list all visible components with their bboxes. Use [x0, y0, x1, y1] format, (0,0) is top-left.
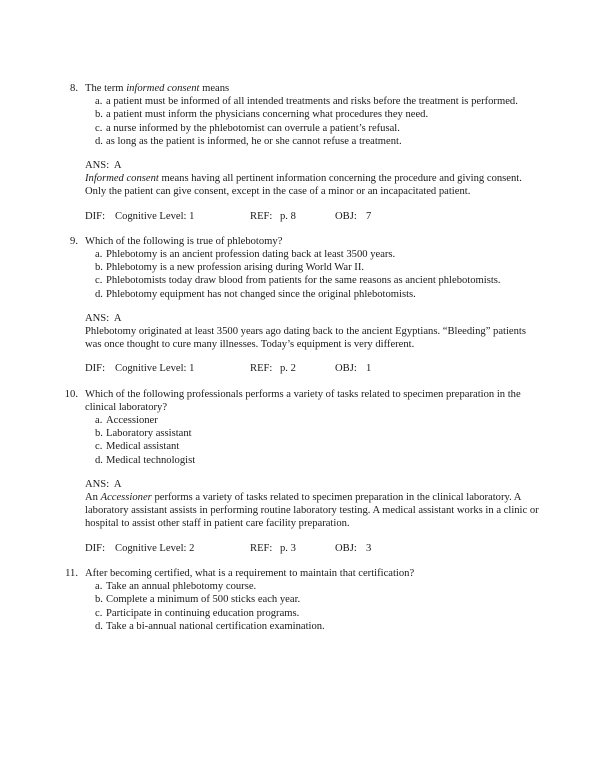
- ref-label: REF:: [250, 542, 273, 554]
- explanation-italic-lead: Accessioner: [100, 492, 152, 504]
- option-text: a nurse informed by the phlebotomist can overrule a patient’s refusal.: [106, 122, 400, 134]
- question-block-11: [60, 567, 540, 633]
- option-letter: b.: [95, 262, 103, 274]
- metadata-row: [85, 542, 540, 555]
- metadata-dif: [85, 362, 250, 375]
- block-spacer: [60, 555, 540, 567]
- question-body: [85, 82, 540, 223]
- option-text: Take an annual phlebotomy course.: [106, 581, 257, 593]
- dif-label: DIF:: [85, 542, 106, 554]
- explanation-body: Phlebotomy originated at least 3500 years ago dating back to the ancient Egyptians. “Bleeding” patients was once thought to cure many illnesses. Today’s equipment is very different.: [85, 326, 526, 351]
- stem-text-pre: The term: [85, 83, 127, 94]
- metadata-obj: [335, 210, 371, 223]
- stem-text-pre: Which of the following professionals performs a variety of tasks related to specimen preparation in the clinical laboratory?: [85, 388, 521, 413]
- explanation-text: [85, 172, 540, 198]
- option-item: [85, 108, 540, 121]
- question-number: 11.: [65, 567, 78, 579]
- option-letter: a.: [95, 415, 103, 427]
- question-stem-row: [60, 82, 540, 223]
- option-text: Phlebotomy is a new profession arising during World War II.: [106, 262, 364, 274]
- option-item: [85, 261, 540, 274]
- metadata-obj: [335, 542, 371, 555]
- stem-text-pre: Which of the following is true of phlebotomy?: [85, 235, 283, 247]
- option-text: Medical assistant: [106, 441, 180, 453]
- explanation-text: [85, 491, 540, 531]
- answer-line: [85, 478, 540, 491]
- answer-value: A: [113, 312, 122, 324]
- question-block-8: [60, 82, 540, 223]
- ref-value: p. 8: [280, 210, 296, 222]
- explanation-text: [85, 325, 540, 351]
- explanation-italic-lead: Informed consent: [85, 173, 159, 185]
- option-letter: d.: [95, 135, 103, 147]
- option-letter: c.: [95, 441, 103, 453]
- metadata-row: [85, 362, 540, 375]
- explanation-prefix: An: [85, 492, 101, 504]
- option-letter: d.: [95, 454, 103, 466]
- option-item: [85, 427, 540, 440]
- ref-label: REF:: [250, 363, 273, 375]
- option-text: Phlebotomy equipment has not changed since the original phlebotomists.: [106, 288, 416, 300]
- option-text: Complete a minimum of 500 sticks each year.: [106, 594, 301, 606]
- option-list: [85, 95, 540, 148]
- option-item: [85, 135, 540, 148]
- metadata-row: [85, 210, 540, 223]
- option-letter: d.: [95, 620, 103, 632]
- metadata-ref: [250, 210, 335, 223]
- option-item: [85, 288, 540, 301]
- metadata-dif: [85, 210, 250, 223]
- metadata-obj: [335, 362, 371, 375]
- question-stem: [85, 235, 540, 248]
- answer-block: [85, 478, 540, 531]
- block-spacer: [60, 376, 540, 388]
- metadata-dif: [85, 542, 250, 555]
- option-letter: b.: [95, 109, 103, 121]
- dif-value: Cognitive Level: 1: [115, 363, 195, 375]
- question-stem-row: [60, 567, 540, 633]
- dif-value: Cognitive Level: 2: [115, 542, 195, 554]
- option-list: [85, 248, 540, 301]
- question-stem: [85, 567, 540, 580]
- option-list: [85, 414, 540, 467]
- option-letter: a.: [95, 581, 103, 593]
- option-text: Take a bi-annual national certification examination.: [106, 620, 325, 632]
- obj-label: OBJ:: [335, 542, 357, 554]
- stem-text-post: means: [199, 83, 230, 94]
- option-item: [85, 440, 540, 453]
- metadata-ref: [250, 362, 335, 375]
- answer-value: A: [113, 160, 122, 172]
- option-text: Phlebotomy is an ancient profession dating back at least 3500 years.: [106, 249, 396, 261]
- question-stem: [85, 82, 540, 95]
- explanation-body: means having all pertinent information concerning the procedure and giving consent. Only the patient can give consent, except in the case of a minor or an incapacitated patient.: [85, 173, 522, 198]
- question-body: [85, 388, 540, 555]
- dif-label: DIF:: [85, 210, 106, 222]
- question-number: 10.: [64, 388, 78, 400]
- obj-value: 1: [366, 363, 372, 375]
- question-number: 9.: [70, 235, 78, 247]
- option-letter: a.: [95, 249, 103, 261]
- question-block-10: [60, 388, 540, 555]
- stem-text-pre: After becoming certified, what is a requirement to maintain that certification?: [85, 567, 415, 579]
- option-list: [85, 580, 540, 633]
- question-block-9: [60, 235, 540, 376]
- question-stem-row: [60, 235, 540, 376]
- option-letter: d.: [95, 288, 103, 300]
- option-item: [85, 274, 540, 287]
- option-item: [85, 95, 540, 108]
- option-text: a patient must be informed of all intended treatments and risks before the treatment is performed.: [106, 96, 518, 108]
- option-item: [85, 248, 540, 261]
- question-number: 8.: [70, 83, 78, 94]
- option-item: [85, 454, 540, 467]
- ref-value: p. 2: [280, 363, 296, 375]
- option-text: Phlebotomists today draw blood from patients for the same reasons as ancient phlebotomists.: [106, 275, 501, 287]
- obj-value: 3: [366, 542, 372, 554]
- ref-label: REF:: [250, 210, 273, 222]
- metadata-ref: [250, 542, 335, 555]
- answer-label: ANS:: [85, 312, 110, 324]
- option-letter: c.: [95, 607, 103, 619]
- option-item: [85, 593, 540, 606]
- answer-line: [85, 159, 540, 172]
- option-text: Medical technologist: [106, 454, 196, 466]
- question-stem: [85, 388, 540, 414]
- answer-block: [85, 159, 540, 199]
- obj-label: OBJ:: [335, 210, 357, 222]
- option-text: Accessioner: [106, 415, 158, 427]
- option-letter: b.: [95, 428, 103, 440]
- answer-line: [85, 312, 540, 325]
- stem-text-italic: informed consent: [126, 83, 200, 94]
- answer-label: ANS:: [85, 478, 110, 490]
- answer-block: [85, 312, 540, 352]
- dif-value: Cognitive Level: 1: [115, 210, 195, 222]
- answer-value: A: [113, 478, 122, 490]
- option-letter: c.: [95, 275, 103, 287]
- answer-label: ANS:: [85, 160, 110, 172]
- option-letter: a.: [95, 96, 103, 108]
- option-item: [85, 580, 540, 593]
- explanation-body: performs a variety of tasks related to specimen preparation in the clinical laboratory. A laboratory assistant assists in performing routine laboratory testing. A medical assistant works in a clinic or hospital to assist other staff in patient care facility preparation.: [85, 492, 539, 530]
- option-letter: c.: [95, 122, 103, 134]
- option-letter: b.: [95, 594, 103, 606]
- option-text: as long as the patient is informed, he or she cannot refuse a treatment.: [106, 135, 402, 147]
- option-item: [85, 122, 540, 135]
- obj-value: 7: [366, 210, 372, 222]
- dif-label: DIF:: [85, 363, 106, 375]
- obj-label: OBJ:: [335, 363, 357, 375]
- option-text: Participate in continuing education programs.: [106, 607, 300, 619]
- question-stem-row: [60, 388, 540, 555]
- option-text: a patient must inform the physicians concerning what procedures they need.: [106, 109, 429, 121]
- option-item: [85, 620, 540, 633]
- question-body: [85, 567, 540, 633]
- ref-value: p. 3: [280, 542, 296, 554]
- question-body: [85, 235, 540, 376]
- block-spacer: [60, 223, 540, 235]
- option-item: [85, 607, 540, 620]
- option-text: Laboratory assistant: [106, 428, 192, 440]
- option-item: [85, 414, 540, 427]
